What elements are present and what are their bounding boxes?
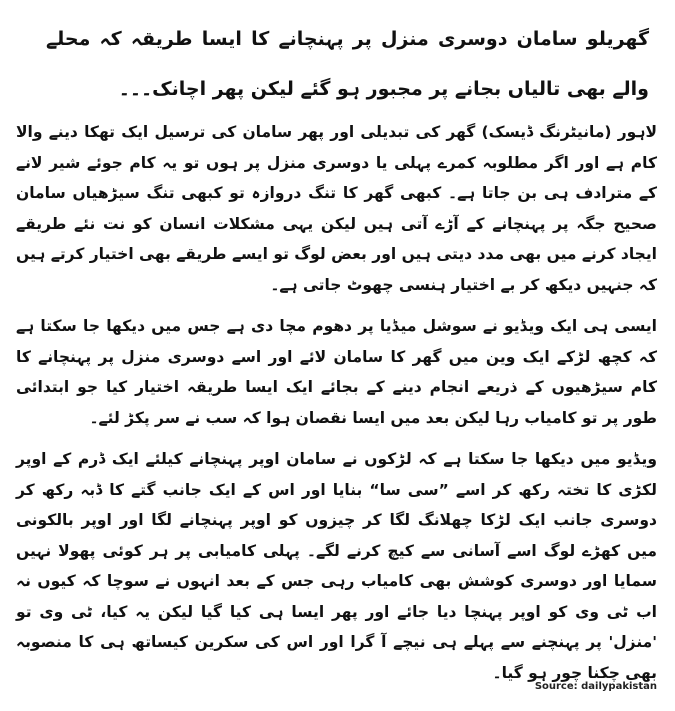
- source-credit: Source: dailypakistan: [534, 681, 657, 692]
- article-paragraph-3: ویڈیو میں دیکھا جا سکتا ہے کہ لڑکوں نے سامان اوپر پہنچانے کیلئے ایک ڈرم کے اوپر لکڑی کا تختہ رکھ کر اسے ”سی سا“ بنایا اور اس کے ایک جانب گتے کا ڈبہ رکھ کر دوسری جانب ایک لڑکا چھلانگ لگا کر چیزوں کو اوپر پہنچانے لگا اور اوپر بالکونی میں کھڑے لوگ اسے آسانی سے کیچ کرنے لگے۔ پہلی کامیابی پر ہر کوئی پھولا نہیں سمایا اور دوسری کوشش بھی کامیاب رہی جس کے بعد انہوں نے سوچا کہ کیوں نہ اب ٹی وی کو اوپر پہنچا دیا جائے اور پھر ایسا ہی کیا گیا لیکن یہ کیا، ٹی وی تو 'منزل' پر پہنچنے سے پہلے ہی نیچے آ گرا اور اس کی سکرین کیساتھ ہی کا منصوبہ بھی چکنا چور ہو گیا۔: [16, 450, 657, 682]
- article-paragraph-1: لاہور (مانیٹرنگ ڈیسک) گھر کی تبدیلی اور پھر سامان کی ترسیل ایک تھکا دینے والا کام ہے اور اگر مطلوبہ کمرے پہلی یا دوسری منزل پر ہوں تو یہ کام جوئے شیر لانے کے مترادف ہی بن جاتا ہے۔ کبھی گھر کا تنگ دروازہ تو کبھی تنگ سیڑھیاں سامان صحیح جگہ پر پہنچانے کے آڑے آتی ہیں لیکن یہی مشکلات انسان کو نت نئے طریقے ایجاد کرنے میں بھی مدد دیتی ہیں اور بعض لوگ تو ایسے طریقے بھی اختیار کرتے ہیں کہ جنہیں دیکھ کر بے اختیار ہنسی چھوٹ جاتی ہے۔: [16, 123, 657, 294]
- article-headline: گھریلو سامان دوسری منزل پر پہنچانے کا ایسا طریقہ کہ محلے والے بھی تالیاں بجانے پر مجبور ہو گئے لیکن پھر اچانک۔۔۔: [46, 28, 649, 100]
- article-paragraph-2: ایسی ہی ایک ویڈیو نے سوشل میڈیا پر دھوم مچا دی ہے جس میں دیکھا جا سکتا ہے کہ کچھ لڑکے ایک وین میں گھر کا سامان لائے اور اسے دوسری منزل پر پہنچانے کا کام سیڑھیوں کے ذریعے انجام دینے کے بجائے ایک ایسا طریقہ اختیار کیا جو ابتدائی طور پر تو کامیاب رہا لیکن بعد میں ایسا نقصان ہوا کہ سب نے سر پکڑ لئے۔: [16, 317, 657, 427]
